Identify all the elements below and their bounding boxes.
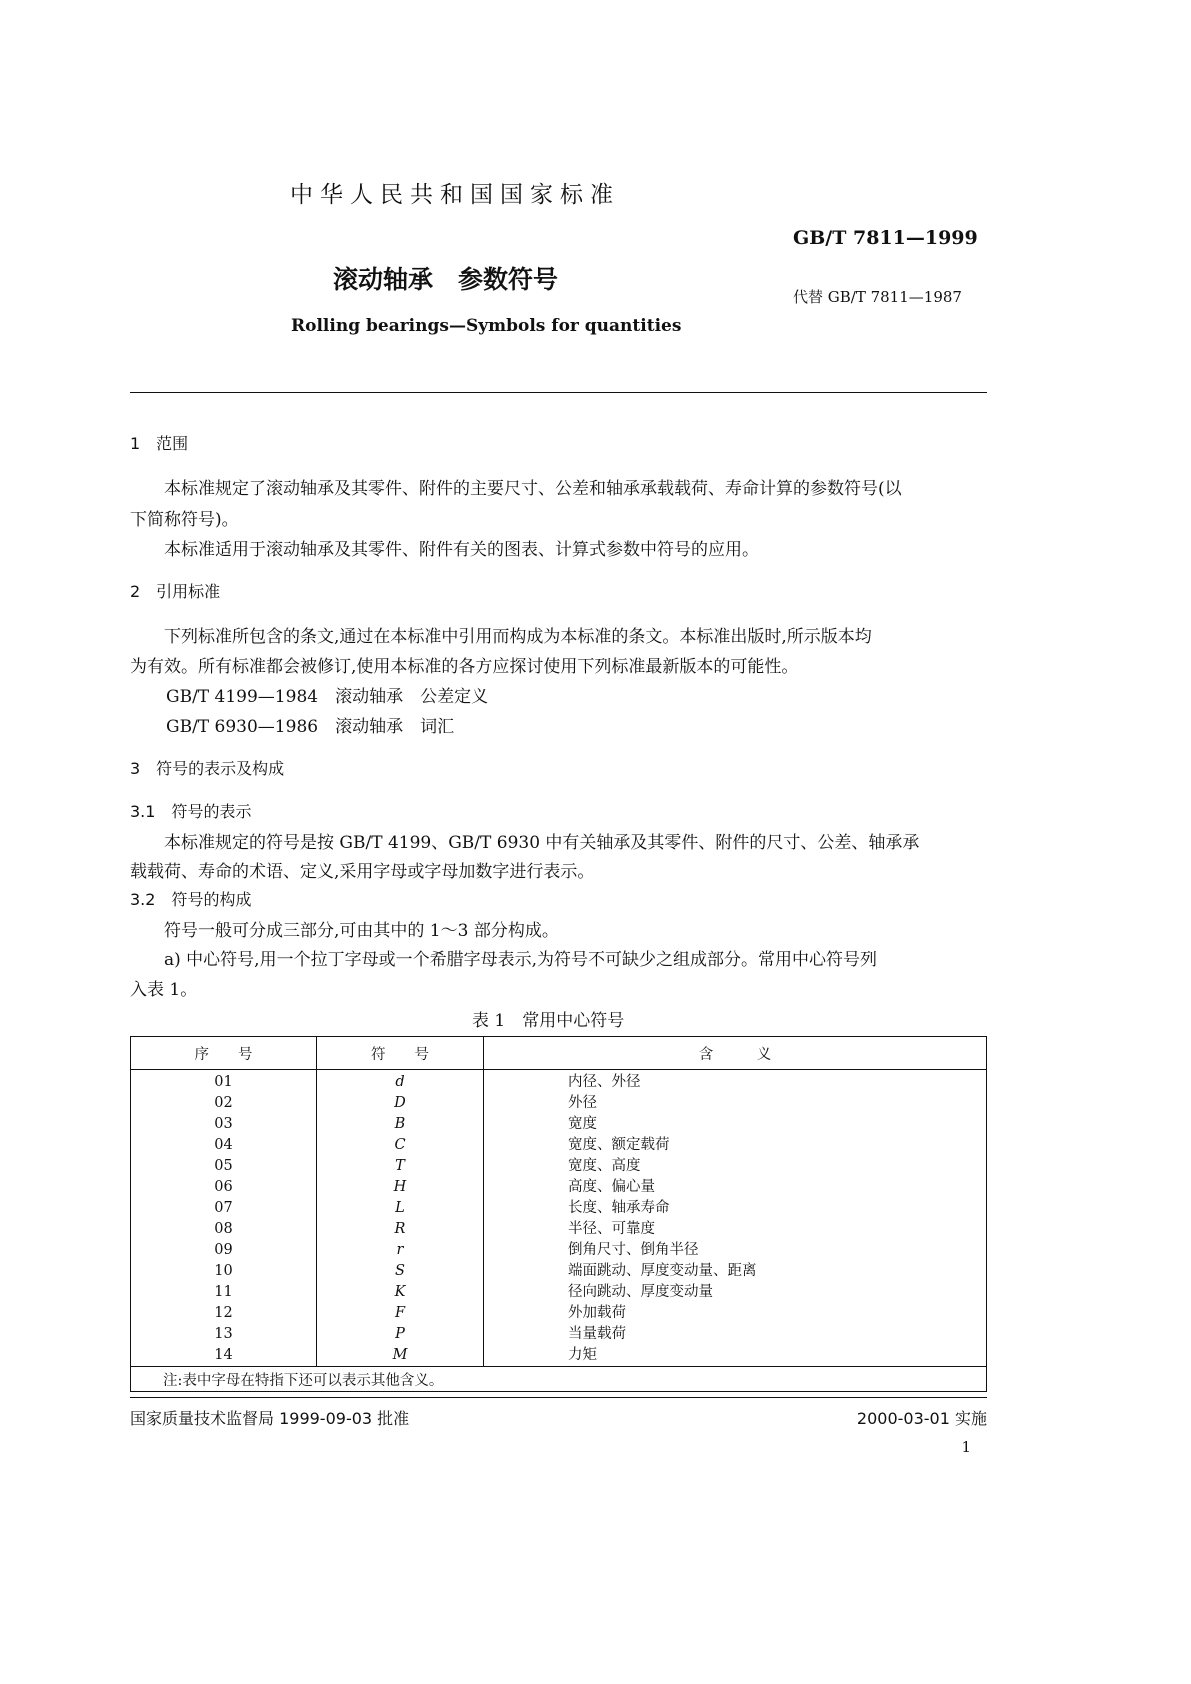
row-symbol: M (317, 1345, 484, 1367)
paragraph: 下列标准所包含的条文,通过在本标准中引用而构成为本标准的条文。本标准出版时,所示版本均 (130, 627, 872, 647)
footer-divider (130, 1397, 987, 1398)
row-symbol: C (317, 1135, 484, 1156)
standard-code: GB/T 7811—1999 (793, 227, 978, 249)
row-number: 12 (131, 1303, 317, 1324)
table-row (131, 1177, 987, 1198)
national-standard-label: 中华人民共和国国家标准 (290, 182, 620, 208)
row-number: 04 (131, 1135, 317, 1156)
row-number: 03 (131, 1114, 317, 1135)
row-symbol: r (317, 1240, 484, 1261)
row-number: 13 (131, 1324, 317, 1345)
column-header: 符 号 (317, 1037, 484, 1070)
row-symbol: P (317, 1324, 484, 1345)
row-symbol: R (317, 1219, 484, 1240)
table-row (131, 1345, 987, 1367)
table-note-row (131, 1367, 987, 1392)
row-meaning: 外加载荷 (568, 1305, 626, 1321)
row-number: 02 (131, 1093, 317, 1114)
row-meaning: 倒角尺寸、倒角半径 (568, 1242, 699, 1258)
table-caption: 表 1 常用中心符号 (472, 1011, 625, 1031)
row-meaning: 半径、可靠度 (568, 1221, 655, 1237)
row-number: 06 (131, 1177, 317, 1198)
paragraph: 本标准规定了滚动轴承及其零件、附件的主要尺寸、公差和轴承承载载荷、寿命计算的参数符号(以 (130, 479, 902, 499)
column-header: 序 号 (131, 1037, 317, 1070)
row-meaning: 径向跳动、厚度变动量 (568, 1284, 713, 1300)
paragraph: 为有效。所有标准都会被修订,使用本标准的各方应探讨使用下列标准最新版本的可能性。 (130, 657, 799, 677)
paragraph: 下简称符号)。 (130, 510, 239, 530)
table-row (131, 1093, 987, 1114)
row-meaning: 宽度 (568, 1116, 597, 1132)
row-meaning: 长度、轴承寿命 (568, 1200, 670, 1216)
section-heading: 1 范围 (130, 434, 189, 453)
row-symbol: L (317, 1198, 484, 1219)
row-number: 05 (131, 1156, 317, 1177)
symbols-table (130, 1036, 987, 1392)
effective-date: 2000-03-01 实施 (856, 1409, 987, 1428)
row-symbol: d (317, 1070, 484, 1094)
table-row (131, 1198, 987, 1219)
row-number: 14 (131, 1345, 317, 1367)
column-header: 含 义 (484, 1037, 987, 1070)
row-meaning: 端面跳动、厚度变动量、距离 (568, 1263, 757, 1279)
page-number: 1 (961, 1438, 971, 1456)
row-number: 11 (131, 1282, 317, 1303)
paragraph: 入表 1。 (130, 980, 198, 1000)
row-symbol: D (317, 1093, 484, 1114)
paragraph: 符号一般可分成三部分,可由其中的 1～3 部分构成。 (130, 921, 559, 941)
row-symbol: H (317, 1177, 484, 1198)
row-symbol: T (317, 1156, 484, 1177)
table-row (131, 1261, 987, 1282)
row-number: 07 (131, 1198, 317, 1219)
table-row (131, 1114, 987, 1135)
row-symbol: K (317, 1282, 484, 1303)
header-divider (130, 392, 987, 393)
table-row (131, 1135, 987, 1156)
row-meaning: 宽度、高度 (568, 1158, 641, 1174)
row-number: 08 (131, 1219, 317, 1240)
reference-item: GB/T 6930—1986 滚动轴承 词汇 (166, 717, 455, 737)
row-meaning: 高度、偏心量 (568, 1179, 655, 1195)
row-number: 01 (131, 1070, 317, 1094)
subsection-heading: 3.2 符号的构成 (130, 890, 252, 909)
row-number: 10 (131, 1261, 317, 1282)
table-header-row (131, 1037, 987, 1070)
row-symbol: B (317, 1114, 484, 1135)
table-note: 注:表中字母在特指下还可以表示其他含义。 (131, 1367, 987, 1392)
row-meaning: 当量载荷 (568, 1326, 626, 1342)
section-heading: 3 符号的表示及构成 (130, 759, 285, 778)
row-meaning: 宽度、额定载荷 (568, 1137, 670, 1153)
table-row (131, 1303, 987, 1324)
replaces-label: 代替 GB/T 7811—1987 (793, 288, 962, 306)
section-heading: 2 引用标准 (130, 582, 221, 601)
row-symbol: F (317, 1303, 484, 1324)
row-meaning: 外径 (568, 1095, 597, 1111)
table-row (131, 1070, 987, 1094)
row-symbol: S (317, 1261, 484, 1282)
paragraph: a) 中心符号,用一个拉丁字母或一个希腊字母表示,为符号不可缺少之组成部分。常用中心符号列 (130, 950, 877, 970)
table-row (131, 1324, 987, 1345)
table-row (131, 1240, 987, 1261)
paragraph: 本标准适用于滚动轴承及其零件、附件有关的图表、计算式参数中符号的应用。 (130, 540, 759, 560)
row-meaning: 力矩 (568, 1347, 597, 1363)
reference-item: GB/T 4199—1984 滚动轴承 公差定义 (166, 687, 489, 707)
paragraph: 本标准规定的符号是按 GB/T 4199、GB/T 6930 中有关轴承及其零件、附件的尺寸、公差、轴承承 (130, 833, 920, 853)
title-en: Rolling bearings—Symbols for quantities (291, 316, 682, 336)
row-number: 09 (131, 1240, 317, 1261)
table-row (131, 1219, 987, 1240)
table-row (131, 1156, 987, 1177)
title-cn: 滚动轴承 参数符号 (333, 265, 559, 294)
table-row (131, 1282, 987, 1303)
subsection-heading: 3.1 符号的表示 (130, 802, 252, 821)
paragraph: 载载荷、寿命的术语、定义,采用字母或字母加数字进行表示。 (130, 862, 595, 882)
row-meaning: 内径、外径 (568, 1074, 641, 1090)
approval-date: 国家质量技术监督局 1999-09-03 批准 (130, 1409, 410, 1428)
